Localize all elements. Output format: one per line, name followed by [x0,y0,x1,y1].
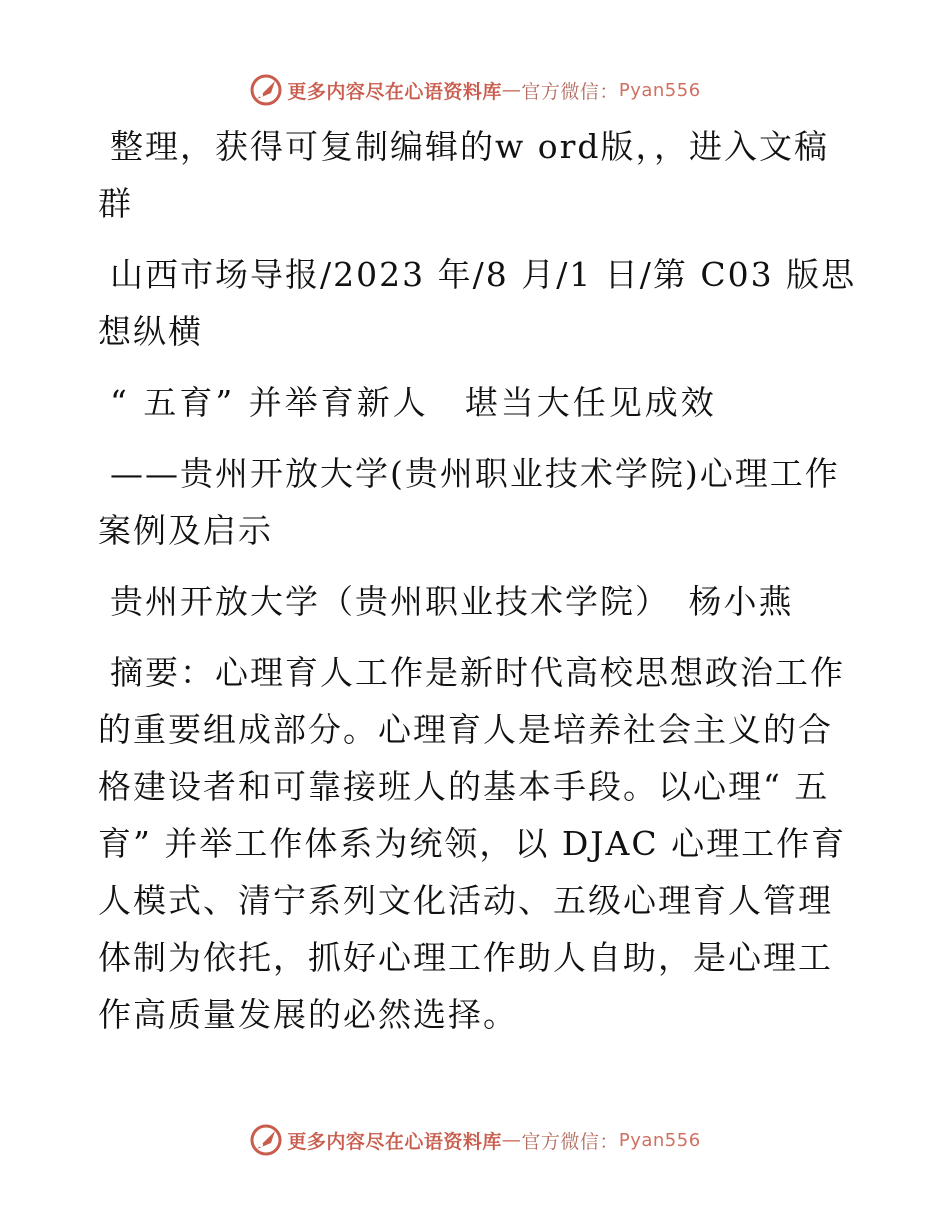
author-line: 贵州开放大学（贵州职业技术学院） 杨小燕 [110,582,794,621]
watermark-wechat-id: Pyan556 [618,1129,701,1151]
abstract: 摘要：心理育人工作是新时代高校思想政治工作的重要组成部分。心理育人是培养社会主义的合格建设者和可靠接班人的基本手段。以心理“ 五育” 并举工作体系为统领，以 DJAC 心理工作育人模式、清宁系列文化活动、五级心理育人管理体制为依托，抓好心理工作助人自助，是心理工作高质量发展的必然选择。 [98,653,847,1034]
article-subtitle: ——贵州开放大学(贵州职业技术学院)心理工作案例及启示 [98,454,840,550]
watermark-text: 更多内容尽在心语资料库 [287,80,502,103]
watermark-text: 更多内容尽在心语资料库 [287,1130,502,1153]
intro-note: 整理，获得可复制编辑的w ord版，，进入文稿群 [98,127,830,223]
header-watermark [0,70,950,110]
quill-logo-icon [249,73,283,107]
watermark-wechat-id: Pyan556 [618,79,701,101]
article-title: “ 五育” 并举育新人 堪当大任见成效 [110,383,717,422]
watermark-wechat-label: 官方微信： [521,1130,619,1153]
document-body [98,118,858,1057]
watermark-wechat-label: 官方微信： [521,80,619,103]
footer-watermark [0,1120,950,1160]
quill-logo-icon [249,1123,283,1157]
watermark-dash: — [501,1129,522,1151]
source-line: 山西市场导报/2023 年/8 月/1 日/第 C03 版思想纵横 [98,255,857,351]
watermark-dash: — [501,79,522,101]
